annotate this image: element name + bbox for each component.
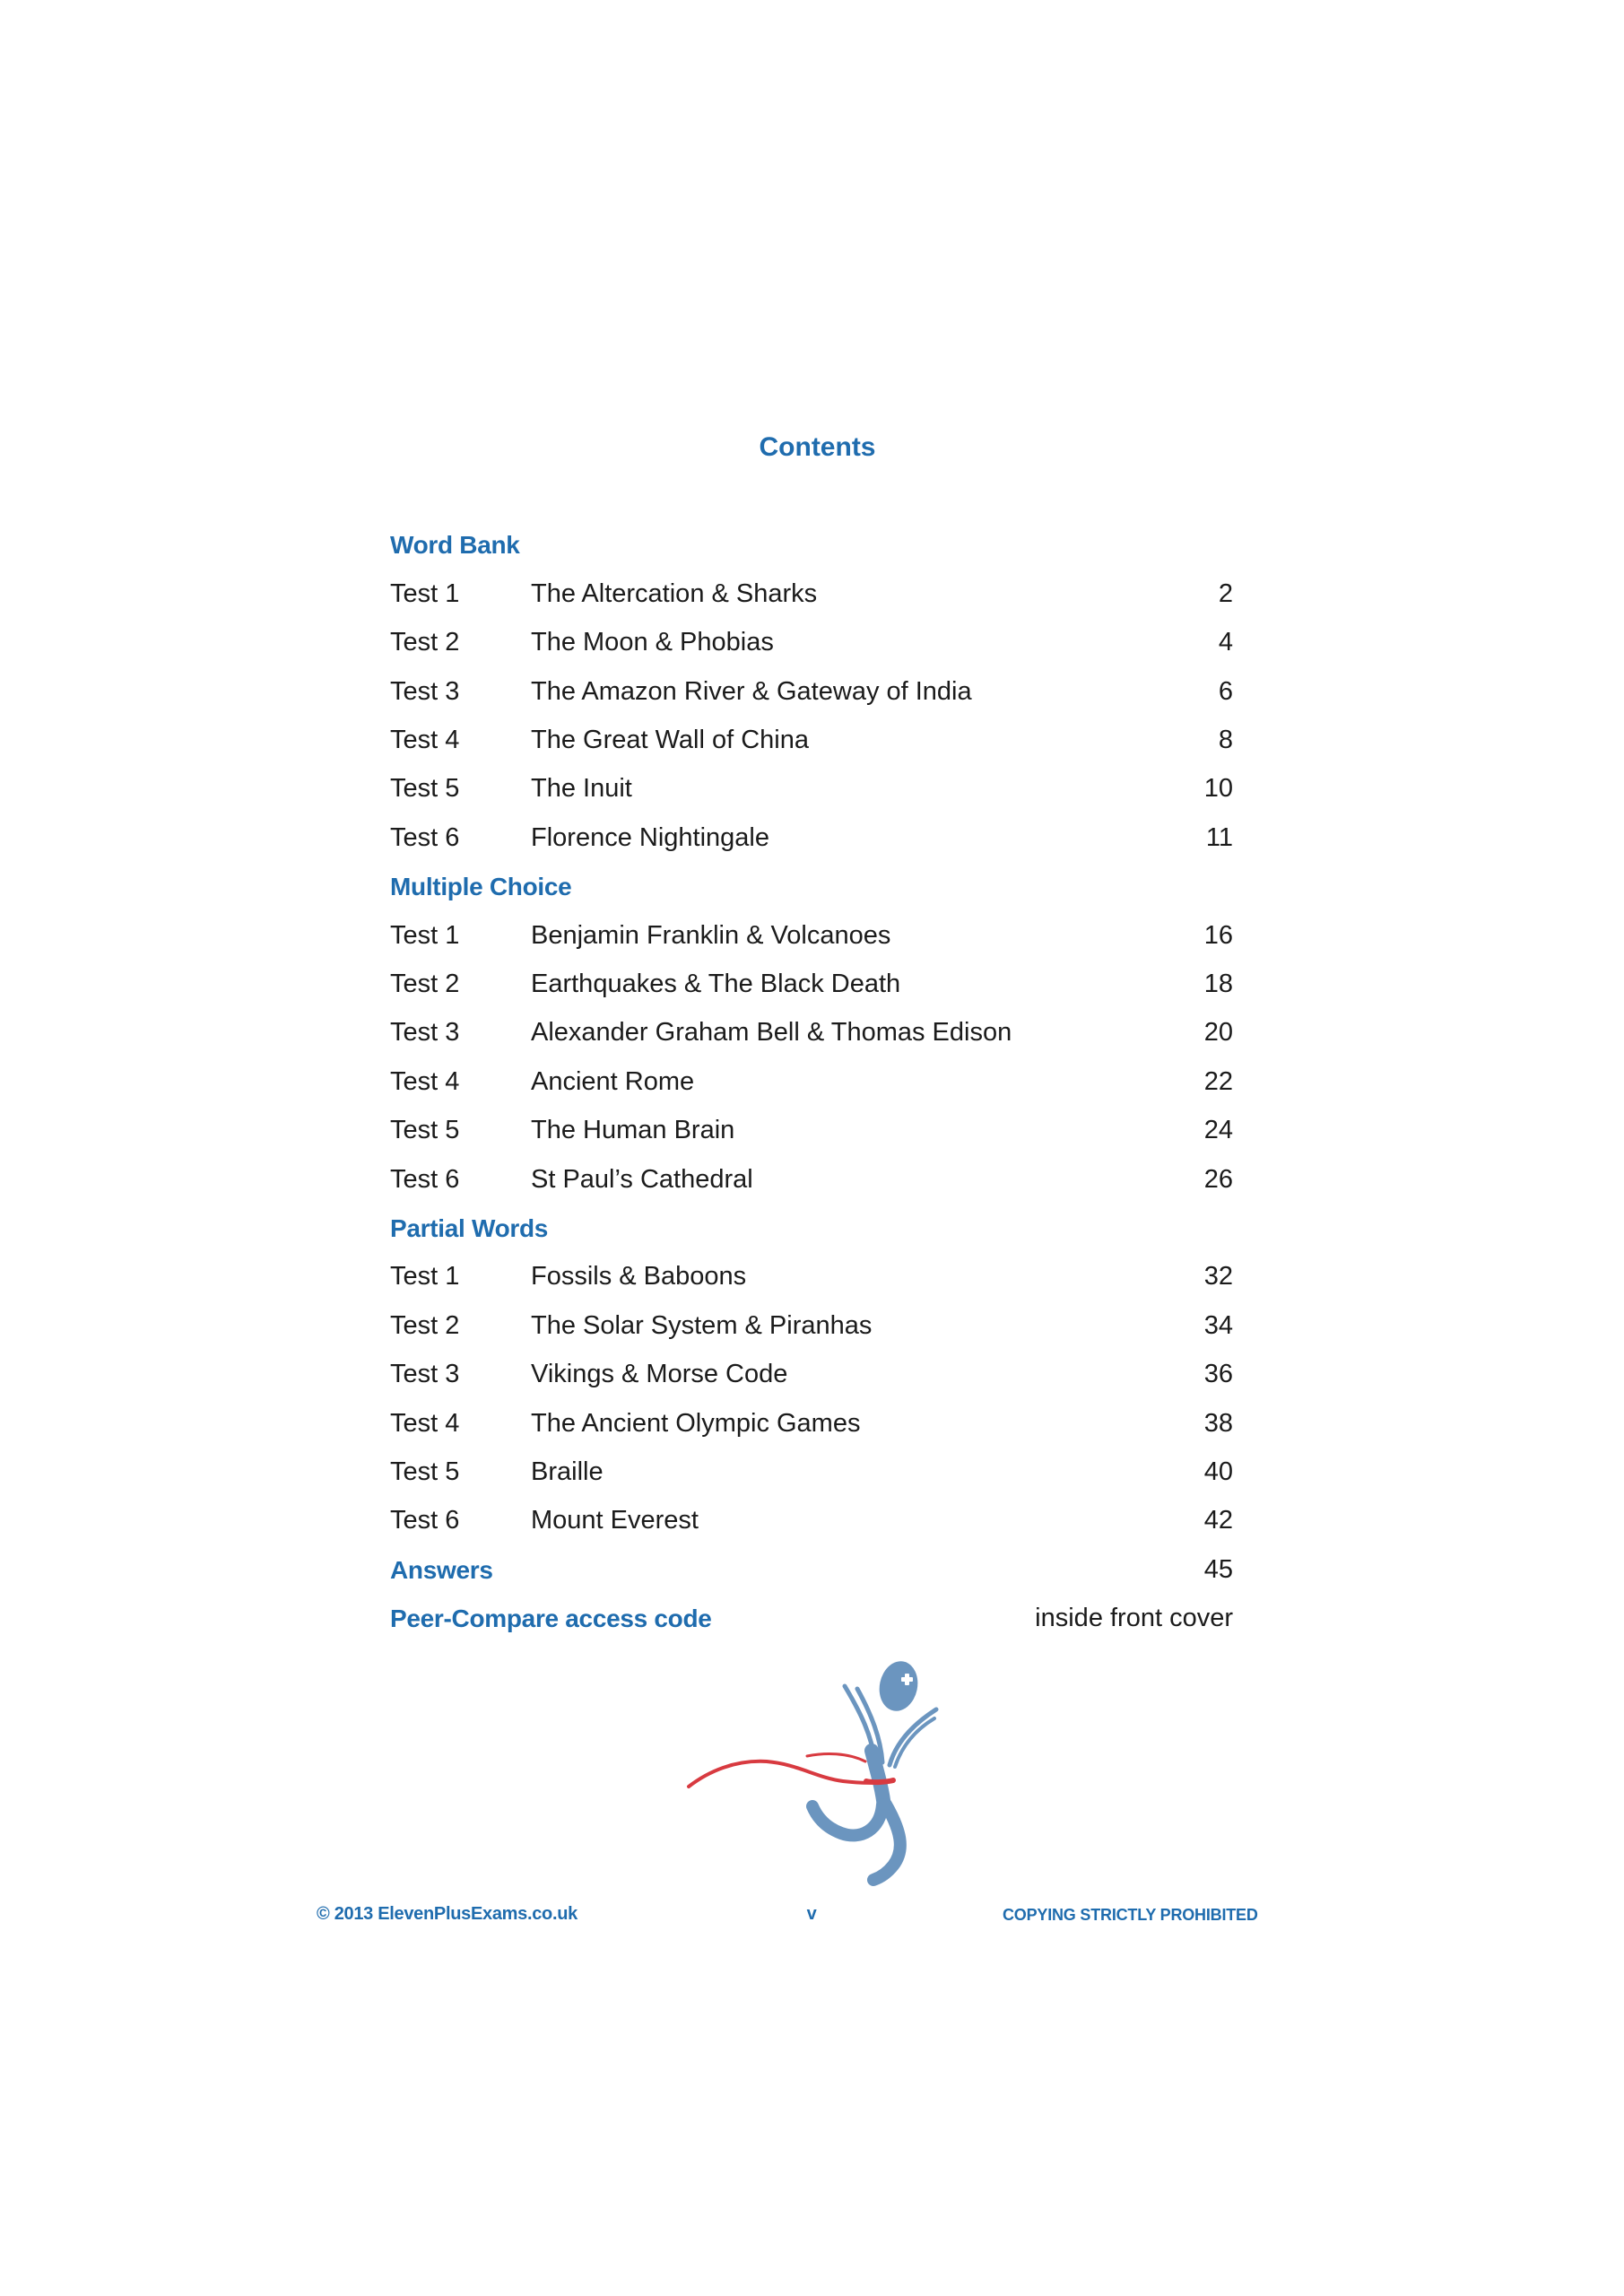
entry-title[interactable]: The Solar System & Piranhas <box>531 1310 873 1340</box>
entry-page: 8 <box>1218 726 1233 755</box>
entry-title[interactable]: The Ancient Olympic Games <box>531 1408 861 1438</box>
entry-title[interactable]: Benjamin Franklin & Volcanoes <box>531 920 891 950</box>
entry-label: Test 3 <box>390 1018 460 1048</box>
entry-page: 2 <box>1218 578 1233 608</box>
page-number: v <box>806 1904 817 1924</box>
entry-title[interactable]: St Paul’s Cathedral <box>531 1164 753 1194</box>
section-heading-multiple-choice[interactable]: Multiple Choice <box>390 873 572 901</box>
entry-label: Test 5 <box>390 774 460 804</box>
entry-label: Test 5 <box>390 1457 460 1487</box>
entry-page: 42 <box>1203 1506 1233 1535</box>
entry-title[interactable]: The Amazon River & Gateway of India <box>531 676 972 706</box>
figure-head <box>875 1657 923 1715</box>
entry-page: 16 <box>1203 920 1233 950</box>
peer-compare-location: inside front cover <box>1035 1604 1233 1633</box>
entry-page: 18 <box>1203 970 1233 999</box>
entry-title[interactable]: Ancient Rome <box>531 1066 695 1096</box>
entry-title[interactable]: Fossils & Baboons <box>531 1262 747 1292</box>
finish-ribbon <box>689 1754 893 1787</box>
entry-title[interactable]: Alexander Graham Bell & Thomas Edison <box>531 1018 1012 1048</box>
entry-label: Test 6 <box>390 1506 460 1535</box>
running-figure-logo-icon <box>682 1650 951 1892</box>
footer-copyright: © 2013 ElevenPlusExams.co.uk <box>317 1904 578 1924</box>
entry-page: 11 <box>1205 822 1233 852</box>
entry-label: Test 6 <box>390 822 460 852</box>
copying-notice: COPYING STRICTLY PROHIBITED <box>1003 1906 1258 1924</box>
entry-page: 38 <box>1203 1408 1233 1438</box>
entry-title[interactable]: Florence Nightingale <box>531 822 769 852</box>
entry-label: Test 2 <box>390 970 460 999</box>
answers-page: 45 <box>1203 1554 1233 1584</box>
entry-title[interactable]: Vikings & Morse Code <box>531 1360 788 1389</box>
entry-title[interactable]: Earthquakes & The Black Death <box>531 970 901 999</box>
entry-label: Test 2 <box>390 628 460 657</box>
section-heading-word-bank[interactable]: Word Bank <box>390 531 520 560</box>
entry-title[interactable]: The Moon & Phobias <box>531 628 774 657</box>
entry-label: Test 1 <box>390 578 460 608</box>
section-heading-answers[interactable]: Answers <box>390 1555 493 1584</box>
entry-label: Test 2 <box>390 1310 460 1340</box>
entry-page: 40 <box>1203 1457 1233 1487</box>
section-heading-peer-compare[interactable]: Peer-Compare access code <box>390 1605 712 1633</box>
entry-label: Test 1 <box>390 1262 460 1292</box>
entry-page: 26 <box>1203 1164 1233 1194</box>
entry-title[interactable]: The Inuit <box>531 774 632 804</box>
entry-page: 32 <box>1203 1262 1233 1292</box>
page-title: Contents <box>759 432 876 462</box>
entry-page: 6 <box>1218 676 1233 706</box>
entry-label: Test 5 <box>390 1116 460 1145</box>
entry-page: 10 <box>1203 774 1233 804</box>
entry-label: Test 6 <box>390 1164 460 1194</box>
entry-label: Test 1 <box>390 920 460 950</box>
entry-title[interactable]: Braille <box>531 1457 604 1487</box>
entry-page: 22 <box>1203 1066 1233 1096</box>
entry-label: Test 3 <box>390 1360 460 1389</box>
entry-page: 24 <box>1203 1116 1233 1145</box>
entry-title[interactable]: Mount Everest <box>531 1506 699 1535</box>
entry-page: 34 <box>1203 1310 1233 1340</box>
entry-title[interactable]: The Human Brain <box>531 1116 735 1145</box>
entry-page: 4 <box>1218 628 1233 657</box>
section-heading-partial-words[interactable]: Partial Words <box>390 1213 549 1242</box>
entry-label: Test 3 <box>390 676 460 706</box>
entry-title[interactable]: The Altercation & Sharks <box>531 578 818 608</box>
entry-page: 20 <box>1203 1018 1233 1048</box>
entry-page: 36 <box>1203 1360 1233 1389</box>
entry-label: Test 4 <box>390 726 460 755</box>
entry-title[interactable]: The Great Wall of China <box>531 726 809 755</box>
entry-label: Test 4 <box>390 1066 460 1096</box>
entry-label: Test 4 <box>390 1408 460 1438</box>
